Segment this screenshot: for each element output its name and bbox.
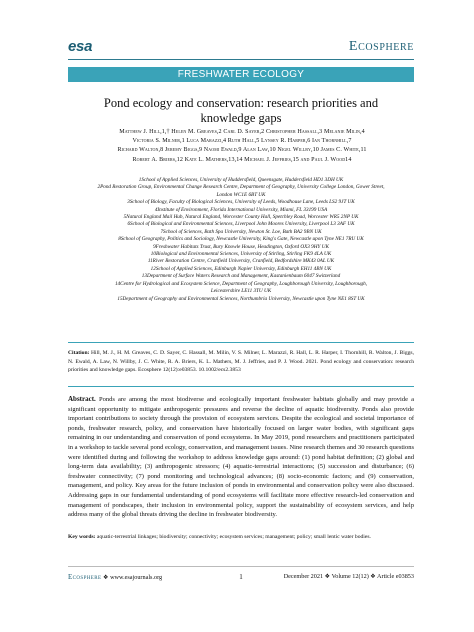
abstract-text: Ponds are among the most biodiverse and ecologically important freshwater habitats globally and may provide a significant opportunity to mitigate anthropogenic pressures and reverse the decline of aquatic biodiversity. Ponds also provide important contributions to society through the provision of ecosystem services. Despite the ecological and societal importance of ponds, freshwater research, policy, and conservation have historically focused on larger water bodies, with significant gaps remaining in our understanding and conservation of pond ecosystems. In May 2019, pond researchers and practitioners participated in a workshop to tackle several pond ecology, conservation, and management issues. Nine research themes and 30 research questions were identified during and following the workshop to address knowledge gaps around: (1) pond habitat definition; (2) global and long-term data availability; (3) anthropogenic stressors; (4) aquatic-terrestrial interactions; (5) succession and disturbance; (6) freshwater connectivity; (7) pond monitoring and technological advances; (8) socio-economic factors; and (9) conservation, management, and policy. Key areas for the future inclusion of ponds in environmental and conservation policy were also discussed. Addressing gaps in our fundamental understanding of pond ecosystems will facilitate more effective research-led conservation and management of pondscapes, their inclusion in environmental policy, support the sustainability of ecosystem services, and help address many of the global threats driving the decline in freshwater biodiversity. xyxy=(68,396,414,519)
affiliation: 14Centre for Hydrological and Ecosystem Science, Department of Geography, Loughborough University, Loughborough, xyxy=(114,280,368,287)
citation-text: Hill, M. J., H. M. Greaves, C. D. Sayer, C. Hassall, M. Milin, V. S. Milner, L. Marazzi, R. Hall, L. R. Harper, I. Thornhill, R. Walton, J. Biggs, N. Ewald, A. Law, N. Willby, J. C. White, R. A. Briers, K. L. Mathers, M. J. Jeffries, and P. J. Wood. 2021. Pond ecology and conservation: research priorities and knowledge gaps. Ecosphere 12(12):e03853. 10.1002/ecs2.3853 xyxy=(68,350,414,373)
affiliation: 3School of Biology, Faculty of Biological Sciences, University of Leeds, Woodhouse Lane, Leeds LS2 9JT UK xyxy=(127,199,355,206)
footer-journal-name: Ecosphere xyxy=(68,573,102,581)
affiliation-list xyxy=(72,177,410,303)
article-title xyxy=(80,96,402,126)
affiliation: 10Biological and Environmental Sciences, University of Stirling, Stirling FK9 4LA UK xyxy=(150,251,332,258)
header-divider xyxy=(68,59,414,60)
affiliation: 15Department of Geography and Environmental Sciences, Northumbria University, Newcastle upon Tyne NE1 8ST UK xyxy=(117,295,365,302)
author-line: Matthew J. Hill,1,† Helen M. Greaves,2 Carl D. Sayer,2 Christopher Hassall,3 Melanie Milin,4 xyxy=(119,129,365,135)
keywords-label: Key words: xyxy=(68,534,96,540)
page-footer xyxy=(68,571,414,583)
footer-url[interactable]: ❖ www.esajournals.org xyxy=(101,574,163,581)
affiliation: 13Department of Surface Waters Research and Management, Kastanienbaum 6047 Switzerland xyxy=(141,273,341,280)
author-line: Robert A. Briers,12 Kate L. Mathers,13,14 Michael J. Jeffries,15 and Paul J. Wood14 xyxy=(132,156,352,163)
affiliation: 1School of Applied Sciences, University of Huddersfield, Queensgate, Huddersfield HD1 3DH UK xyxy=(138,177,344,183)
author-list xyxy=(70,128,414,165)
title-line: Pond ecology and conservation: research priorities and xyxy=(103,96,379,110)
citation-divider-top xyxy=(68,342,414,343)
affiliation: 5Natural England Mail Hub, Natural England, Worcester County Hall, Spetchley Road, Worcester WR5 2NP UK xyxy=(123,214,359,221)
author-line: Richard Walton,8 Jeremy Biggs,9 Naomi Ewald,9 Alan Law,10 Nigel Willby,10 James C. White,11 xyxy=(117,147,367,154)
abstract-block xyxy=(68,395,414,520)
title-line: knowledge gaps xyxy=(200,111,282,125)
ecosphere-logo: Ecosphere xyxy=(348,39,414,54)
page-number: 1 xyxy=(239,573,243,581)
citation-divider-bottom xyxy=(68,386,414,387)
section-banner: FRESHWATER ECOLOGY xyxy=(68,67,414,82)
citation-block xyxy=(68,349,414,375)
esa-logo: esa xyxy=(68,38,93,55)
affiliation: 7School of Sciences, Bath Spa University, Newton St. Loe, Bath BA2 9BN UK xyxy=(160,228,322,235)
affiliation: 11River Restoration Centre, Cranfield University, Cranfield, Bedfordshire MK43 0AL UK xyxy=(147,258,335,265)
affiliation: 4Institute of Environment, Florida International University, Miami, FL 33199 USA xyxy=(154,206,328,213)
keywords-block xyxy=(68,533,414,542)
affiliation: 6School of Biological and Environmental Sciences, Liverpool John Moores University, Liverpool L3 3AF UK xyxy=(127,221,355,228)
abstract-label: Abstract. xyxy=(68,395,96,403)
citation-label: Citation: xyxy=(68,350,90,356)
affiliation: 8School of Geography, Politics and Sociology, Newcastle University, King's Gate, Newcastle upon Tyne NE1 7RU UK xyxy=(118,236,364,243)
footer-divider xyxy=(68,566,414,567)
footer-issue: December 2021 ❖ Volume 12(12) ❖ Article e03853 xyxy=(283,573,414,580)
affiliation: Leicestershire LE11 3TU UK xyxy=(210,288,272,295)
affiliation: 9Freshwater Habitats Trust, Bury Knowle House, Headington, Oxford OX3 9HY UK xyxy=(153,243,329,250)
keywords-text: aquatic-terrestrial linkages; biodiversity; connectivity; ecosystem services; management; policy; small lentic water bodies. xyxy=(95,534,371,540)
affiliation: 12School of Applied Sciences, Edinburgh Napier University, Edinburgh EH11 4BN UK xyxy=(150,265,332,272)
author-line: Victoria S. Milner,1 Luca Marazzi,4 Ruth Hall,5 Lynsey R. Harper,6 Ian Thornhill,7 xyxy=(132,138,352,145)
affiliation: London WC1E 6BT UK xyxy=(216,191,266,198)
affiliation: 2Pond Restoration Group, Environmental Change Research Centre, Department of Geography, University College London, Gower Street, xyxy=(97,184,385,191)
journal-header xyxy=(68,38,414,56)
